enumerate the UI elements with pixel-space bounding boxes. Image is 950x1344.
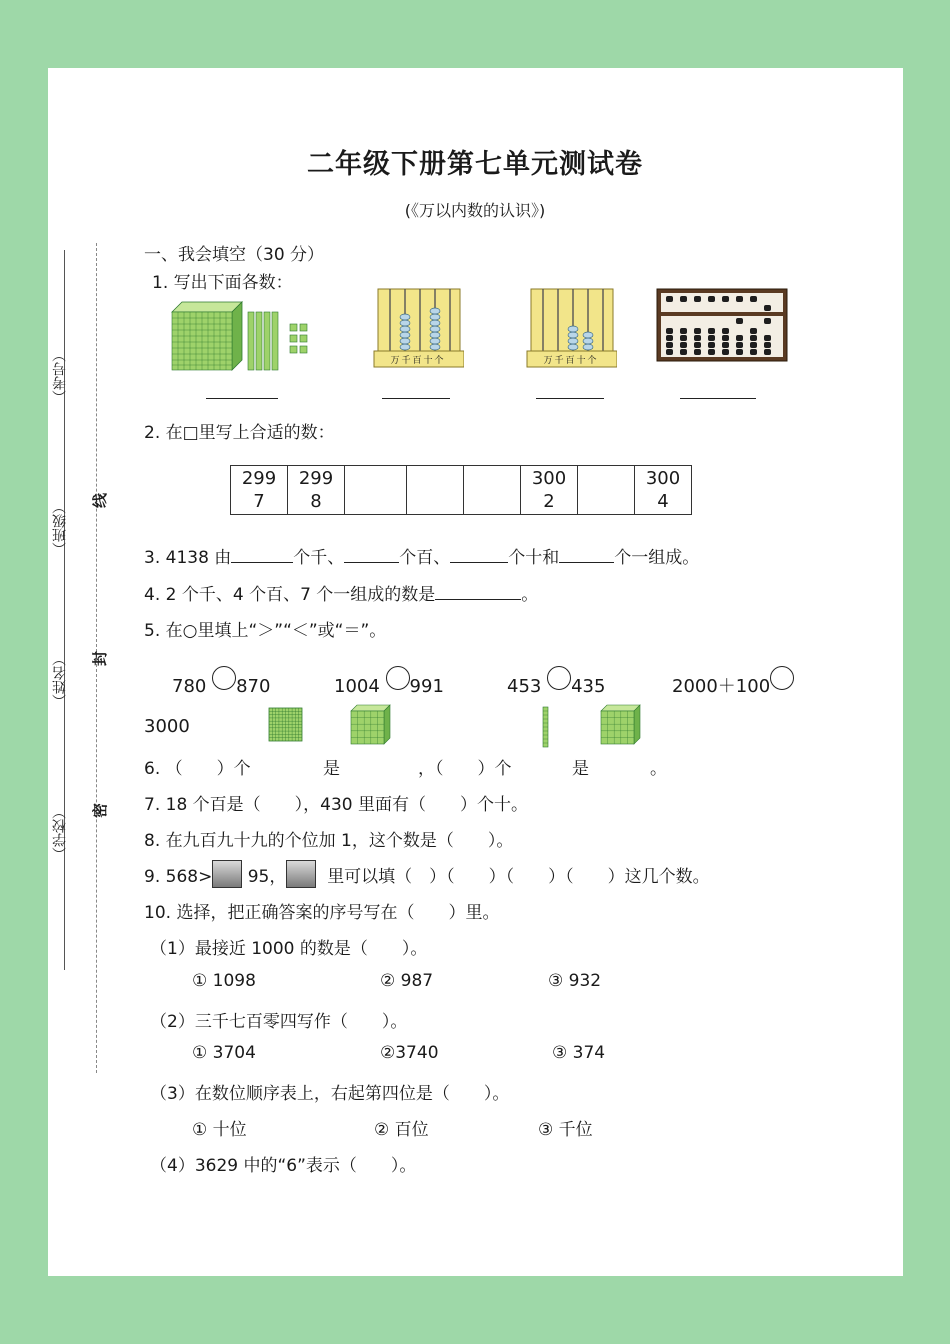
question-3: 3. 4138 由 个千、 个百、 个十和 个一组成。 xyxy=(144,548,700,568)
compare-3: 453 435 xyxy=(507,666,605,697)
answer-line-2[interactable] xyxy=(382,398,450,399)
counting-frame-2-labels: 万千百十个 xyxy=(543,356,599,366)
binding-label-school: （学校） xyxy=(52,805,68,861)
section-heading: 一、我会填空（30 分） xyxy=(144,245,325,265)
option-1-3[interactable]: ③ 932 xyxy=(548,971,602,991)
seal-char-line: 线 xyxy=(91,492,110,509)
question-6-is-1: 是 xyxy=(323,759,340,779)
blank-q4[interactable] xyxy=(435,583,521,600)
thousand-cube xyxy=(172,302,242,370)
seal-char-secret: 密 xyxy=(91,802,110,819)
compare-circle-1[interactable] xyxy=(212,666,236,690)
question-4: 4. 2 个千、4 个百、7 个一组成的数是 。 xyxy=(144,585,539,605)
grid-cell-1: 299 7 xyxy=(231,466,288,515)
compare-circle-4[interactable] xyxy=(770,666,794,690)
sub-question-3: （3）在数位顺序表上，右起第四位是（ ）。 xyxy=(150,1084,510,1104)
option-3-2[interactable]: ② 百位 xyxy=(374,1120,429,1140)
binding-label-exam-no: （考号） xyxy=(52,348,68,404)
number-sequence-grid xyxy=(230,465,692,515)
unit-cubes xyxy=(290,324,307,353)
option-3-1[interactable]: ① 十位 xyxy=(192,1120,247,1140)
blank-tens[interactable] xyxy=(450,546,508,563)
question-10: 10. 选择，把正确答案的序号写在（ ）里。 xyxy=(144,903,500,923)
option-1-1[interactable]: ① 1098 xyxy=(192,971,256,991)
question-2: 2. 在□里写上合适的数： xyxy=(144,423,335,443)
grid-cell-2: 299 8 xyxy=(288,466,345,515)
question-6-is-2: 是 xyxy=(572,759,589,779)
page-title: 二年级下册第七单元测试卷 xyxy=(307,149,643,180)
question-9: 9. 568> 95， 里可以填（ ）（ ）（ ）（ ）这几个数。 xyxy=(144,860,710,888)
question-6: 6. （ ）个 xyxy=(144,759,251,779)
thousand-cube-icon-2 xyxy=(600,704,642,746)
ten-rods xyxy=(248,312,278,370)
grid-cell-3[interactable] xyxy=(345,466,407,515)
question-7: 7. 18 个百是（ ），430 里面有（ ）个十。 xyxy=(144,795,529,815)
blank-thousands[interactable] xyxy=(231,546,293,563)
grid-cell-8: 300 4 xyxy=(635,466,692,515)
compare-2: 1004 991 xyxy=(334,666,444,697)
blank-hundreds[interactable] xyxy=(344,546,399,563)
question-6-part-2: ，（ ）个 xyxy=(418,759,512,779)
grid-cell-5[interactable] xyxy=(464,466,521,515)
sub-question-1: （1）最接近 1000 的数是（ ）。 xyxy=(150,939,428,959)
sub-question-2: （2）三千七百零四写作（ ）。 xyxy=(150,1012,408,1032)
hundred-flat-icon xyxy=(268,707,304,743)
option-2-3[interactable]: ③ 374 xyxy=(552,1043,606,1063)
option-2-1[interactable]: ① 3704 xyxy=(192,1043,256,1063)
compare-1: 780 870 xyxy=(172,666,270,697)
option-2-2[interactable]: ②3740 xyxy=(380,1043,439,1063)
compare-circle-2[interactable] xyxy=(386,666,410,690)
base-ten-blocks-figure xyxy=(168,298,318,374)
question-5: 5. 在○里填上“＞”“＜”或“＝”。 xyxy=(144,621,387,641)
gray-box-2[interactable] xyxy=(286,860,316,888)
grid-cell-7[interactable] xyxy=(578,466,635,515)
page-subtitle: (《万以内数的认识》) xyxy=(404,201,546,220)
binding-label-name: （姓名） xyxy=(52,652,68,708)
grid-cell-6: 300 2 xyxy=(521,466,578,515)
seal-char-seal: 封 xyxy=(91,650,110,667)
blank-ones[interactable] xyxy=(559,546,614,563)
counting-frame-1-labels: 万千百十个 xyxy=(390,356,446,366)
binding-label-class: （班级） xyxy=(52,500,68,556)
thousand-cube-icon-1 xyxy=(350,704,392,746)
compare-4-tail: 3000 xyxy=(144,716,190,737)
option-1-2[interactable]: ② 987 xyxy=(380,971,434,991)
compare-4: 2000＋100 xyxy=(672,666,794,698)
answer-line-4[interactable] xyxy=(680,398,756,399)
answer-line-3[interactable] xyxy=(536,398,604,399)
gray-box-1[interactable] xyxy=(212,860,242,888)
answer-line-1[interactable] xyxy=(206,398,278,399)
question-8: 8. 在九百九十九的个位加 1，这个数是（ ）。 xyxy=(144,831,514,851)
question-1: 1. 写出下面各数： xyxy=(152,273,293,293)
abacus-figure xyxy=(656,288,788,362)
option-3-3[interactable]: ③ 千位 xyxy=(538,1120,593,1140)
question-6-end: 。 xyxy=(650,759,667,779)
ten-rod-icon xyxy=(542,706,550,748)
compare-circle-3[interactable] xyxy=(547,666,571,690)
sub-question-4: （4）3629 中的“6”表示（ ）。 xyxy=(150,1156,417,1176)
grid-cell-4[interactable] xyxy=(407,466,464,515)
